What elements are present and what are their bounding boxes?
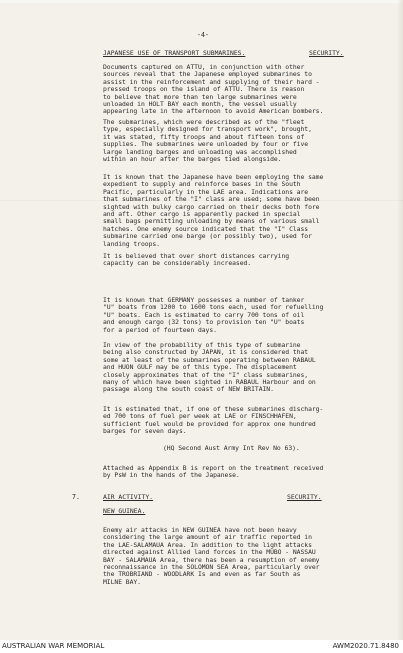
air-p1-line: the LAE-SALAMAUA Area. In addition to the light attacks [103, 540, 312, 549]
japanese-p3-line: and aft. Other cargo is apparently packed in special [103, 210, 301, 218]
japanese-p7-line: barges for seven days. [103, 427, 187, 436]
japanese-p5-line: It is known that GERMANY possesses a number of tanker [103, 296, 305, 304]
japanese-p3-line: hatches. One enemy source indicated that the "I" Class [103, 224, 309, 233]
japanese-p6-line: closely approximates that of the "I" class submarines, [103, 370, 309, 379]
air-p1-line: the TROBRIAND - WOODLARK Is and even as far South as [103, 570, 301, 579]
section-title-air: AIR ACTIVITY. [103, 493, 154, 501]
japanese-p7-line: It is estimated that, if one of these submarines discharg- [103, 405, 324, 413]
japanese-p6-line: In view of the probability of this type of submarine [103, 341, 301, 349]
japanese-p3-line: expedient to supply and reinforce bases in the South [103, 180, 301, 189]
japanese-p1-line: assist in the reinforcement and supplying of their hard - [103, 77, 320, 86]
japanese-p2-line: large landing barges and unloading was accomplished [103, 147, 297, 156]
japanese-p6-line: and HUON GULF may be of this type. The displacement [103, 363, 297, 372]
japanese-p4-line: It is believed that over short distances carrying [103, 252, 290, 260]
japanese-p5-line: "U" boats. Each is estimated to carry 700 tons of oil [103, 310, 305, 319]
japanese-p3-line: small bags permitting unloading by means of various small [103, 217, 320, 226]
japanese-p1-line: Documents captured on ATTU, in conjunction with other [103, 63, 305, 71]
section-classification-air: SECURITY. [287, 493, 322, 501]
paper-fold-line [0, 200, 403, 201]
footer-accession-number: AWM2020.71.8480 [332, 642, 399, 650]
japanese-p6-line: passage along the south coast of NEW BRITAIN. [103, 385, 274, 394]
japanese-p5-line: "U" boats from 1200 to 1600 tons each, used for refuelling [103, 303, 324, 312]
japanese-p5-line: and enough cargo (32 tons) to provision ten "U" boats [103, 318, 305, 327]
japanese-p1-line: to believe that more than ten large submarines were [103, 92, 297, 101]
source-reference: (HQ Second Aust Army Int Rev No 63). [163, 444, 300, 452]
attachment-note-line: Attached as Appendix B is report on the treatment received [103, 464, 324, 472]
japanese-p2-line: within an hour after the barges tied alongside. [103, 155, 282, 163]
attachment-note-line: by PsW in the hands of the Japanese. [103, 471, 240, 480]
japanese-p3-line: sighted with bulky cargo carried on their decks both fore [103, 202, 320, 211]
japanese-p3-line: that submarines of the "I" class are used; some have been [103, 195, 320, 204]
japanese-p1-line: unloaded in HOLT BAY each month, the vessel usually [103, 100, 297, 108]
air-p1-line: Enemy air attacks in NEW GUINEA have not been heavy [103, 526, 297, 534]
japanese-p1-line: sources reveal that the Japanese employed submarines to [103, 70, 312, 79]
japanese-p2-line: it was stated, fifty troops and about fifteen tons of [103, 132, 305, 141]
air-p1-line: BAY - SALAMAUA Area, there has been a resumption of enemy [103, 555, 320, 564]
subheading-new-guinea: NEW GUINEA. [103, 507, 146, 515]
japanese-p3-line: Pacific, particularly in the LAE area. Indications are [103, 187, 309, 196]
air-p1-line: MILNE BAY. [103, 577, 141, 586]
japanese-p7-line: ed 700 tons of fuel per week at LAE or FINSCHHAFEN, [103, 412, 297, 421]
japanese-p1-line: appearing late in the afternoon to avoid American bombers. [103, 107, 324, 116]
air-p1-line: directed against Allied land forces in the MUBO - NASSAU [103, 548, 316, 557]
archive-footer [0, 640, 403, 653]
japanese-p3-line: It is known that the Japanese have been employing the same [103, 173, 324, 181]
japanese-p2-line: type, especially designed for transport work", brought, [103, 125, 312, 134]
section-title-japanese: JAPANESE USE OF TRANSPORT SUBMARINES. [103, 49, 246, 57]
page-number: -4- [197, 31, 209, 39]
japanese-p2-line: supplies. The submarines were unloaded by four or five [103, 140, 309, 149]
japanese-p5-line: for a period of fourteen days. [103, 325, 217, 334]
japanese-p2-line: The submarines, which were described as of the "fleet [103, 118, 305, 126]
japanese-p3-line: landing troops. [103, 239, 160, 248]
footer-institution: AUSTRALIAN WAR MEMORIAL [2, 642, 105, 650]
japanese-p6-line: many of which have been sighted in RABAUL Harbour and on [103, 378, 316, 386]
paragraph-number-air: 7. [72, 493, 80, 501]
air-p1-line: reconnaissance in the SOLOMON SEA Area, particularly over [103, 563, 320, 571]
air-p1-line: considering the large amount of air traffic reported in [103, 533, 312, 542]
japanese-p6-line: some at least of the submarines operating between RABAUL [103, 355, 316, 364]
japanese-p4-line: capacity can be considerably increased. [103, 259, 252, 268]
japanese-p7-line: sufficient fuel would be provided for approx one hundred [103, 419, 316, 428]
section-classification-japanese: SECURITY. [309, 49, 344, 57]
japanese-p3-line: submarine carried one barge (or possibly two), used for [103, 232, 312, 241]
japanese-p1-line: pressed troops on the island of ATTU. There is reason [103, 85, 305, 94]
japanese-p6-line: being also constructed by JAPAN, it is considered that [103, 348, 309, 357]
